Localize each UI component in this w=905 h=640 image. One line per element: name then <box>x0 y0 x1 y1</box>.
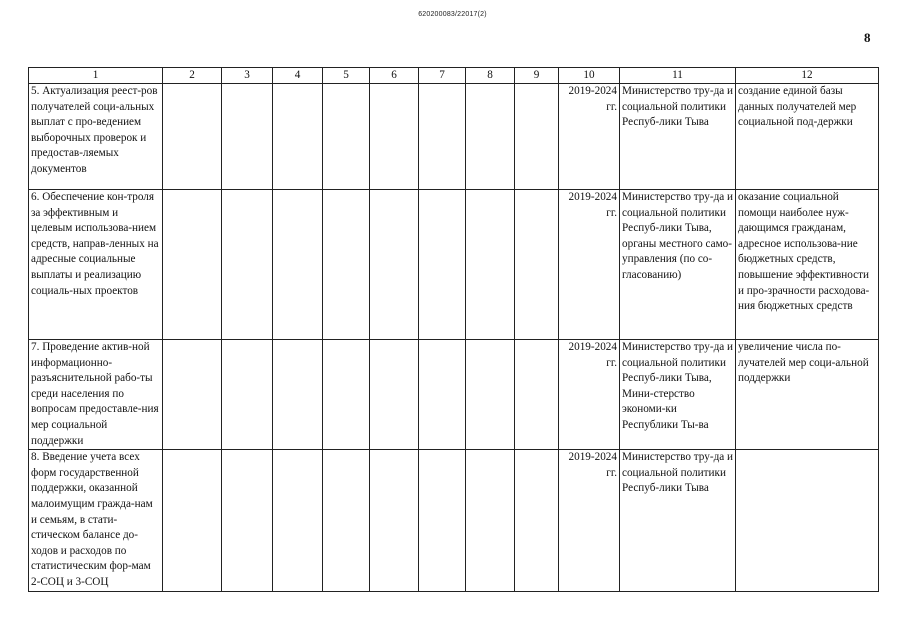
activity-cell: 8. Введение учета всех форм государственной поддержки, оказанной малоимущим гражда-нам и семьям, в стати-стическом балансе до-ходов и расходов по статистическим фор-мам 2-СОЦ и 3-СОЦ <box>29 450 163 591</box>
column-header: 1 <box>29 68 163 84</box>
page-number: 8 <box>864 30 871 45</box>
column-header: 5 <box>323 68 370 84</box>
column-header: 6 <box>370 68 419 84</box>
empty-cell <box>323 340 370 450</box>
responsible-cell: Министерство тру-да и социальной политики Респуб-лики Тыва, Мини-стерство экономи-ки Республики Ты-ва <box>620 340 736 450</box>
column-header: 3 <box>222 68 273 84</box>
empty-cell <box>370 450 419 591</box>
empty-cell <box>323 450 370 591</box>
empty-cell <box>163 450 222 591</box>
empty-cell <box>466 84 515 190</box>
empty-cell <box>163 340 222 450</box>
empty-cell <box>515 450 559 591</box>
empty-cell <box>515 84 559 190</box>
column-header: 9 <box>515 68 559 84</box>
responsible-cell: Министерство тру-да и социальной политики Респуб-лики Тыва <box>620 450 736 591</box>
responsible-cell: Министерство тру-да и социальной политики Респуб-лики Тыва, органы местного само-управления (по со-гласованию) <box>620 190 736 340</box>
empty-cell <box>273 84 323 190</box>
column-header: 2 <box>163 68 222 84</box>
empty-cell <box>370 190 419 340</box>
column-header: 7 <box>419 68 466 84</box>
column-header: 11 <box>620 68 736 84</box>
activity-cell: 7. Проведение актив-ной информационно-разъяснительной рабо-ты среди населения по вопросам предоставле-ния мер социальной поддержки <box>29 340 163 450</box>
result-cell: создание единой базы данных получателей мер социальной под-держки <box>736 84 879 190</box>
empty-cell <box>323 84 370 190</box>
responsible-cell: Министерство тру-да и социальной политики Респуб-лики Тыва <box>620 84 736 190</box>
table-row <box>29 450 879 591</box>
empty-cell <box>163 190 222 340</box>
activity-cell: 6. Обеспечение кон-троля за эффективным и целевым использова-нием средств, направ-ленных на адресные социальные выплаты и реализацию социаль-ных проектов <box>29 190 163 340</box>
empty-cell <box>323 190 370 340</box>
column-number-row <box>29 68 879 84</box>
period-cell: 2019-2024 гг. <box>559 84 620 190</box>
empty-cell <box>273 450 323 591</box>
empty-cell <box>273 190 323 340</box>
empty-cell <box>419 340 466 450</box>
table-row <box>29 190 879 340</box>
empty-cell <box>419 190 466 340</box>
empty-cell <box>419 450 466 591</box>
result-cell: оказание социальной помощи наиболее нуж-дающимся гражданам, адресное использова-ние бюджетных средств, повышение эффективности и про-зрачности расходова-ния бюджетных средств <box>736 190 879 340</box>
empty-cell <box>222 84 273 190</box>
empty-cell <box>222 450 273 591</box>
empty-cell <box>466 190 515 340</box>
empty-cell <box>273 340 323 450</box>
empty-cell <box>370 340 419 450</box>
column-header: 10 <box>559 68 620 84</box>
empty-cell <box>515 340 559 450</box>
result-cell <box>736 450 879 591</box>
measures-table <box>28 67 879 592</box>
period-cell: 2019-2024 гг. <box>559 190 620 340</box>
empty-cell <box>222 340 273 450</box>
empty-cell <box>163 84 222 190</box>
result-cell: увеличение числа по-лучателей мер соци-альной поддержки <box>736 340 879 450</box>
document-code: 620200083/22017(2) <box>418 11 487 18</box>
empty-cell <box>466 340 515 450</box>
empty-cell <box>222 190 273 340</box>
activity-cell: 5. Актуализация реест-ров получателей соци-альных выплат с про-ведением выборочных проверок и предостав-ляемых документов <box>29 84 163 190</box>
empty-cell <box>515 190 559 340</box>
empty-cell <box>370 84 419 190</box>
empty-cell <box>466 450 515 591</box>
period-cell: 2019-2024 гг. <box>559 340 620 450</box>
empty-cell <box>419 84 466 190</box>
column-header: 8 <box>466 68 515 84</box>
table-row <box>29 340 879 450</box>
period-cell: 2019-2024 гг. <box>559 450 620 591</box>
column-header: 12 <box>736 68 879 84</box>
column-header: 4 <box>273 68 323 84</box>
table-row <box>29 84 879 190</box>
